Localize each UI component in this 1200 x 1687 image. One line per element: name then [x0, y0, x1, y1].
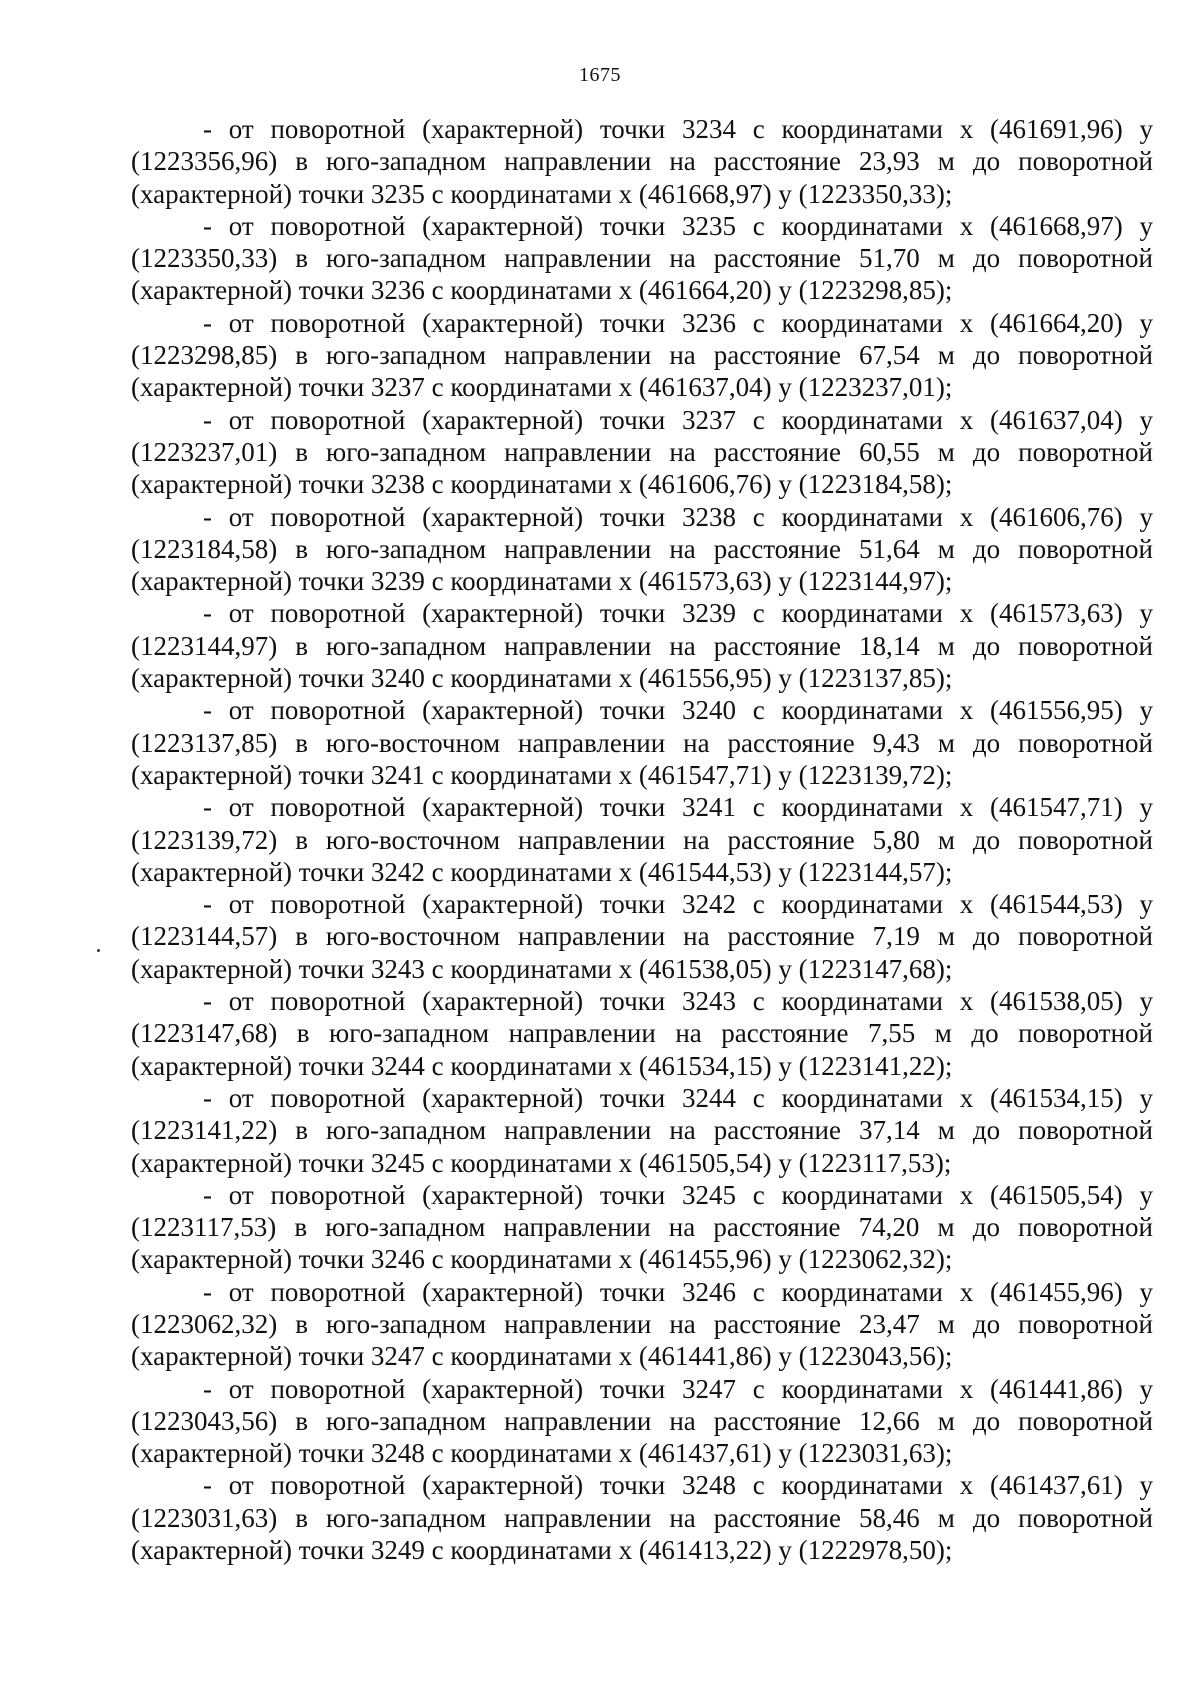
paragraph-point-3240: - от поворотной (характерной) точки 3240 с координатами х (461556,95) у (1223137,85) в юго-восточном направлении на расстояние 9,43 м до поворотной (характерной) точки 3241 с координатами х (461547,71) у (1223139,72);	[131, 695, 1153, 790]
paragraph-point-3236: - от поворотной (характерной) точки 3236 с координатами х (461664,20) у (1223298,85) в юго-западном направлении на расстояние 67,54 м до поворотной (характерной) точки 3237 с координатами х (461637,04) у (1223237,01);	[131, 307, 1153, 403]
paragraph-point-3246: - от поворотной (характерной) точки 3246 с координатами х (461455,96) у (1223062,32) в юго-западном направлении на расстояние 23,47 м до поворотной (характерной) точки 3247 с координатами х (461441,86) у (1223043,56);	[131, 1276, 1153, 1372]
paragraph-point-3245: - от поворотной (характерной) точки 3245 с координатами х (461505,54) у (1223117,53) в юго-западном направлении на расстояние 74,20 м до поворотной (характерной) точки 3246 с координатами х (461455,96) у (1223062,32);	[131, 1179, 1153, 1275]
paragraph-point-3248: - от поворотной (характерной) точки 3248 с координатами х (461437,61) у (1223031,63) в юго-западном направлении на расстояние 58,46 м до поворотной (характерной) точки 3249 с координатами х (461413,22) у (1222978,50);	[131, 1470, 1153, 1566]
page-number: 1675	[579, 64, 621, 86]
document-body	[131, 113, 1153, 1566]
paragraph-point-3239: - от поворотной (характерной) точки 3239 с координатами х (461573,63) у (1223144,97) в юго-западном направлении на расстояние 18,14 м до поворотной (характерной) точки 3240 с координатами х (461556,95) у (1223137,85);	[131, 598, 1153, 694]
paragraph-point-3244: - от поворотной (характерной) точки 3244 с координатами х (461534,15) у (1223141,22) в юго-западном направлении на расстояние 37,14 м до поворотной (характерной) точки 3245 с координатами х (461505,54) у (1223117,53);	[131, 1082, 1153, 1178]
paragraph-point-3235: - от поворотной (характерной) точки 3235 с координатами х (461668,97) у (1223350,33) в юго-западном направлении на расстояние 51,70 м до поворотной (характерной) точки 3236 с координатами х (461664,20) у (1223298,85);	[131, 210, 1153, 306]
paragraph-point-3238: - от поворотной (характерной) точки 3238 с координатами х (461606,76) у (1223184,58) в юго-западном направлении на расстояние 51,64 м до поворотной (характерной) точки 3239 с координатами х (461573,63) у (1223144,97);	[131, 501, 1153, 597]
paragraph-point-3243: - от поворотной (характерной) точки 3243 с координатами х (461538,05) у (1223147,68) в юго-западном направлении на расстояние 7,55 м до поворотной (характерной) точки 3244 с координатами х (461534,15) у (1223141,22);	[131, 986, 1153, 1081]
paragraph-point-3234: - от поворотной (характерной) точки 3234 с координатами х (461691,96) у (1223356,96) в юго-западном направлении на расстояние 23,93 м до поворотной (характерной) точки 3235 с координатами х (461668,97) у (1223350,33);	[131, 114, 1153, 209]
paragraph-point-3247: - от поворотной (характерной) точки 3247 с координатами х (461441,86) у (1223043,56) в юго-западном направлении на расстояние 12,66 м до поворотной (характерной) точки 3248 с координатами х (461437,61) у (1223031,63);	[131, 1373, 1153, 1469]
paragraph-point-3241: - от поворотной (характерной) точки 3241 с координатами х (461547,71) у (1223139,72) в юго-восточном направлении на расстояние 5,80 м до поворотной (характерной) точки 3242 с координатами х (461544,53) у (1223144,57);	[131, 792, 1153, 887]
scan-dot-mark	[97, 949, 100, 952]
paragraph-point-3237: - от поворотной (характерной) точки 3237 с координатами х (461637,04) у (1223237,01) в юго-западном направлении на расстояние 60,55 м до поворотной (характерной) точки 3238 с координатами х (461606,76) у (1223184,58);	[131, 404, 1153, 500]
paragraph-point-3242: - от поворотной (характерной) точки 3242 с координатами х (461544,53) у (1223144,57) в юго-восточном направлении на расстояние 7,19 м до поворотной (характерной) точки 3243 с координатами х (461538,05) у (1223147,68);	[131, 889, 1153, 984]
